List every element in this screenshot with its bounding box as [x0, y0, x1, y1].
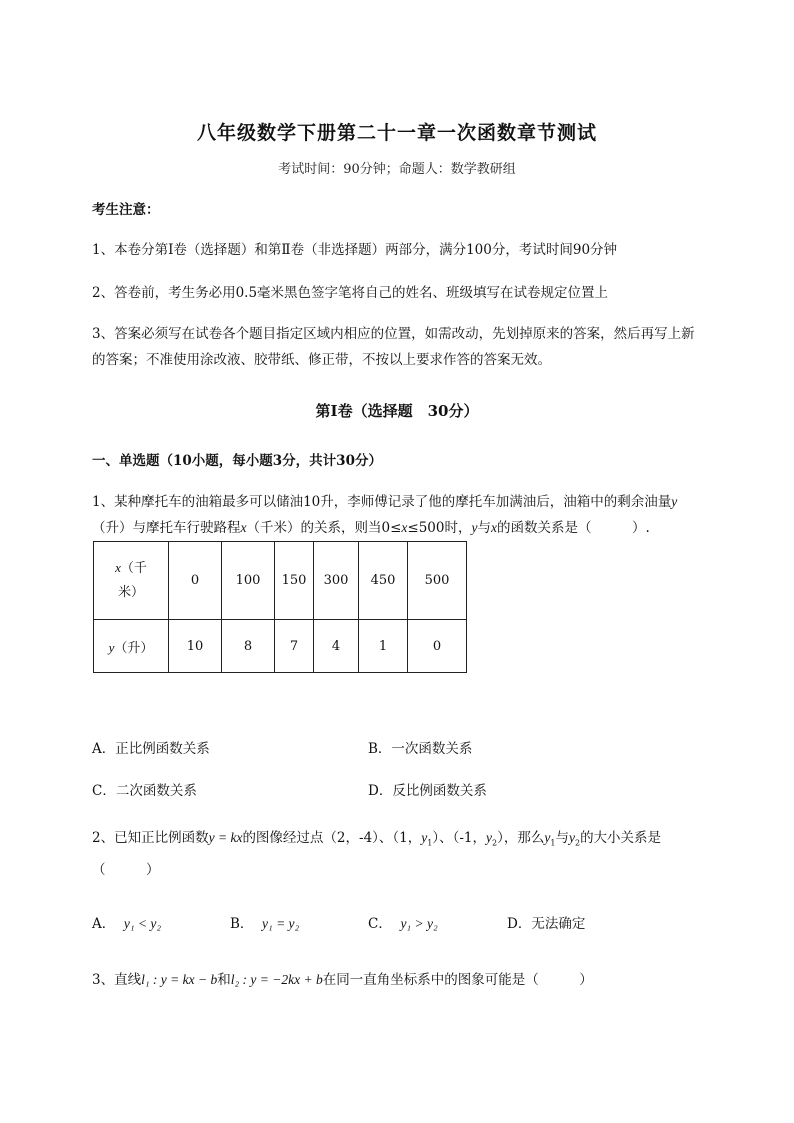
part-title: 第I卷（选择题 30分） — [315, 402, 479, 420]
data-table — [93, 541, 467, 673]
table-cell: 300 — [314, 542, 359, 620]
q1-option-b[interactable]: B．一次函数关系 — [368, 741, 473, 757]
table-var-y: y — [108, 639, 115, 655]
q1-var-x: x — [491, 520, 497, 535]
q1-var-x: x — [401, 520, 408, 535]
question-2-line-1 — [92, 828, 661, 854]
question-1-line-1 — [92, 492, 677, 512]
q1-option-d[interactable]: D．反比例函数关系 — [368, 783, 487, 799]
q1-text: 1、某种摩托车的油箱最多可以储油10升，李师傅记录了他的摩托车加满油后，油箱中的剩余油量 — [92, 494, 672, 510]
q2-option-c[interactable] — [368, 912, 438, 932]
q1-option-c[interactable]: C．二次函数关系 — [92, 783, 197, 799]
question-2-line-2: （ ） — [92, 862, 160, 878]
page-title: 八年级数学下册第二十一章一次函数章节测试 — [196, 122, 597, 144]
q2-subscript: 2 — [492, 838, 498, 848]
q3-line-1-formula: l₁ : y = kx − b — [141, 972, 218, 987]
table-header-y — [94, 620, 169, 673]
table-header-x — [94, 542, 169, 620]
q2-text: 的大小关系是 — [580, 830, 662, 846]
notice-item-2: 2、答卷前，考生务必用0.5毫米黑色签字笔将自己的姓名、班级填写在试卷规定位置上 — [92, 285, 609, 301]
table-cell: 450 — [359, 542, 408, 620]
table-cell: 1 — [359, 620, 408, 673]
table-row-x — [94, 542, 467, 620]
q2-text: ），那么 — [497, 830, 545, 846]
section-heading: 一、单选题（10小题，每小题3分，共计30分） — [92, 453, 382, 469]
table-label: （千 — [120, 561, 147, 576]
q2-var-y2: y — [568, 830, 575, 845]
q2-subscript: 1 — [427, 838, 433, 848]
q2-option-label: C． — [368, 916, 392, 932]
table-cell: 150 — [275, 542, 314, 620]
table-label: （升） — [114, 640, 154, 656]
q2-var-y2: y — [486, 830, 493, 845]
q2-var-y1: y — [421, 830, 428, 845]
q2-formula: y = kx — [208, 830, 243, 845]
table-cell: 0 — [169, 542, 222, 620]
question-1-line-2 — [92, 518, 650, 538]
table-cell: 100 — [222, 542, 275, 620]
q2-option-b[interactable] — [230, 912, 299, 932]
q2-option-expr: y₁ < y₂ — [123, 916, 162, 931]
table-label: 米） — [117, 585, 144, 600]
table-cell: 4 — [314, 620, 359, 673]
q2-option-expr: y₁ > y₂ — [400, 916, 438, 931]
q3-text: 3、直线 — [92, 972, 142, 988]
q2-option-expr: y₁ = y₂ — [262, 916, 300, 931]
q2-option-d[interactable]: D．无法确定 — [507, 916, 586, 932]
notice-item-3-cont: 的答案；不准使用涂改液、胶带纸、修正带，不按以上要求作答的答案无效。 — [92, 352, 551, 368]
notice-item-3: 3、答案必须写在试卷各个题目指定区域内相应的位置，如需改动，先划掉原来的答案，然后再写上新 — [92, 326, 695, 342]
q2-option-label: B． — [230, 916, 254, 932]
q1-var-y: y — [671, 494, 678, 509]
notice-heading: 考生注意： — [92, 202, 160, 218]
table-cell: 500 — [408, 542, 467, 620]
q2-text: ）、（-1， — [432, 830, 487, 846]
q3-text: 和 — [217, 972, 231, 988]
q3-text: 在同一直角坐标系中的图象可能是（ ） — [322, 972, 593, 988]
q1-text: 与 — [477, 520, 491, 536]
question-3 — [92, 970, 593, 990]
q1-var-y: y — [471, 520, 478, 535]
q2-option-a[interactable] — [92, 912, 161, 932]
q1-text: （千米）的关系，则当0≤ — [246, 520, 402, 536]
q2-text: 与 — [555, 830, 569, 846]
q2-subscript: 1 — [550, 838, 556, 848]
table-row-y — [94, 620, 467, 673]
q1-option-a[interactable]: A．正比例函数关系 — [92, 741, 210, 757]
notice-item-1: 1、本卷分第I卷（选择题）和第Ⅱ卷（非选择题）两部分，满分100分，考试时间90分钟 — [92, 242, 618, 258]
table-cell: 0 — [408, 620, 467, 673]
q2-var-y1: y — [544, 830, 551, 845]
q3-line-2-formula: l₂ : y = −2kx + b — [230, 972, 323, 987]
q2-text: 2、已知正比例函数 — [92, 830, 209, 846]
q2-option-label: A． — [92, 916, 116, 932]
table-cell: 7 — [275, 620, 314, 673]
q1-text: 的函数关系是（ ）. — [497, 520, 650, 536]
table-var-x: x — [115, 560, 121, 575]
q1-text: （升）与摩托车行驶路程 — [92, 520, 241, 536]
q2-text: 的图像经过点（2，-4）、（1， — [242, 830, 422, 846]
q2-subscript: 2 — [574, 838, 581, 848]
exam-info: 考试时间：90分钟；命题人：数学教研组 — [278, 162, 516, 177]
table-cell: 8 — [222, 620, 275, 673]
table-cell: 10 — [169, 620, 222, 673]
q1-var-x: x — [240, 520, 247, 535]
q1-text: ≤500时， — [407, 520, 472, 536]
